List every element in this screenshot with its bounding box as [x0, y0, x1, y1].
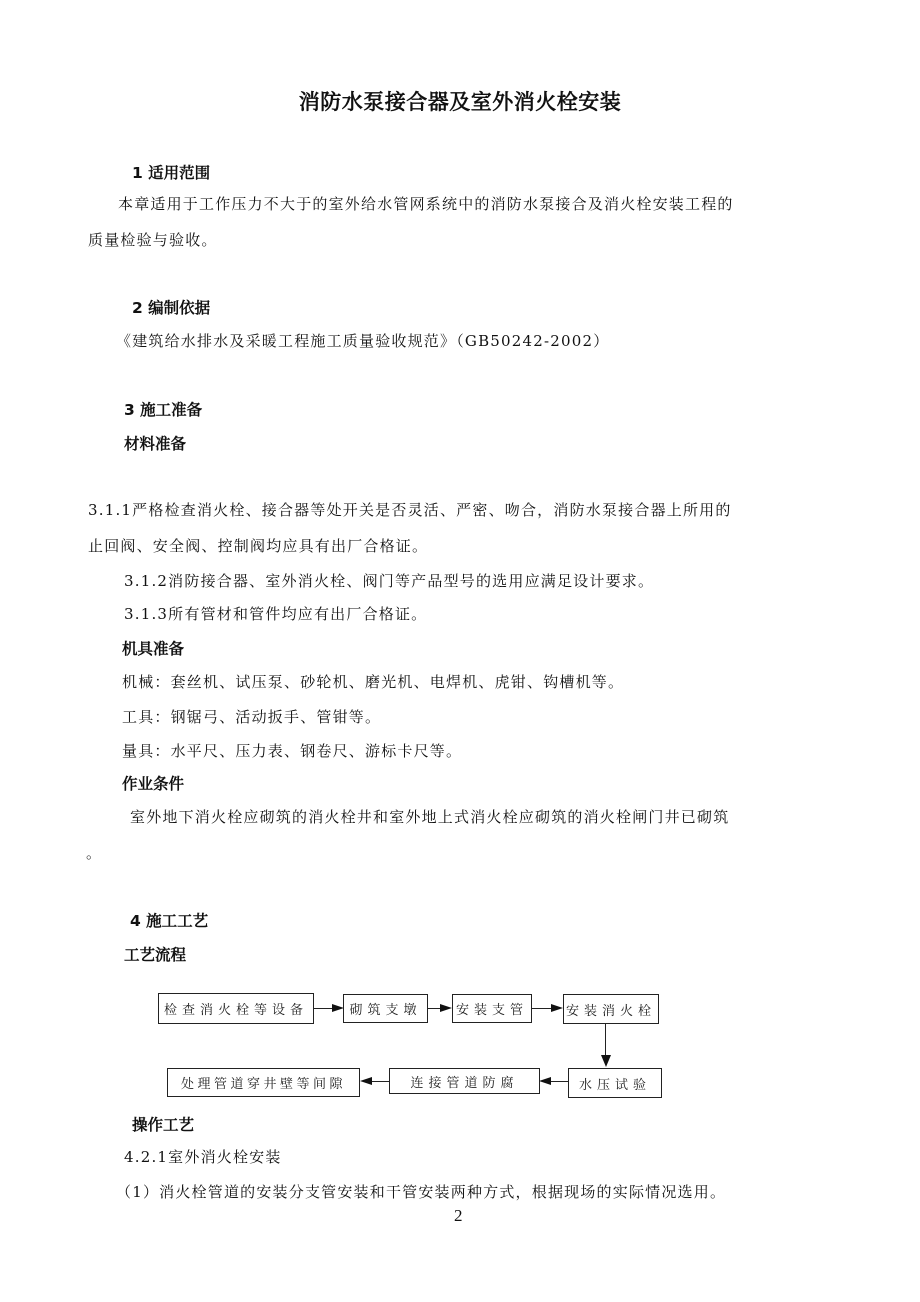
reference-standard: 《建筑给水排水及采暖工程施工质量验收规范》（GB50242-2002）	[116, 332, 610, 350]
flow-step-seal-wall-gaps	[167, 1068, 360, 1097]
flow-step-label: 处理管道穿井壁等间隙	[180, 1077, 346, 1092]
conditions-paragraph-line-1: 室外地下消火栓应砌筑的消火栓井和室外地上式消火栓应砌筑的消火栓闸门井已砌筑	[130, 808, 730, 826]
tools-hand-tools: 工具：钢锯弓、活动扳手、管钳等。	[122, 708, 382, 726]
flow-connector	[550, 1081, 568, 1082]
section-3-heading: 3 施工准备	[124, 401, 203, 419]
tools-heading: 机具准备	[122, 640, 185, 658]
flow-step-install-hydrant	[563, 994, 659, 1024]
page-number: 2	[454, 1206, 463, 1225]
flow-step-pressure-test	[568, 1068, 662, 1098]
arrow-right-icon	[440, 1004, 452, 1012]
arrow-left-icon	[360, 1077, 372, 1085]
material-item-3: 3.1.3所有管材和管件均应有出厂合格证。	[124, 605, 428, 623]
flow-step-inspect-equipment	[158, 993, 314, 1024]
section-1-heading: 1 适用范围	[132, 164, 211, 182]
flow-step-label: 安装支管	[455, 1003, 528, 1018]
flow-step-connect-anticorrosion	[389, 1068, 540, 1094]
materials-heading: 材料准备	[124, 435, 187, 453]
operation-item-1: （1）消火栓管道的安装分支管安装和干管安装两种方式，根据现场的实际情况选用。	[116, 1183, 727, 1201]
flow-connector	[605, 1024, 606, 1056]
material-item-2: 3.1.2消防接合器、室外消火栓、阀门等产品型号的选用应满足设计要求。	[124, 572, 655, 590]
flow-step-label: 水压试验	[578, 1077, 651, 1093]
arrow-right-icon	[551, 1004, 563, 1012]
operation-heading: 操作工艺	[132, 1116, 195, 1134]
section-2-heading: 2 编制依据	[132, 299, 211, 317]
flow-connector	[314, 1008, 334, 1009]
tools-machinery: 机械：套丝机、试压泵、砂轮机、磨光机、电焊机、虎钳、钩槽机等。	[122, 673, 625, 691]
conditions-paragraph-line-2: 。	[86, 844, 103, 862]
arrow-left-icon	[539, 1077, 551, 1085]
flow-step-label: 连接管道防腐	[410, 1075, 519, 1091]
flow-connector	[371, 1081, 389, 1082]
operation-subheading: 4.2.1室外消火栓安装	[124, 1148, 282, 1166]
section-1-paragraph-line-1: 本章适用于工作压力不大于的室外给水管网系统中的消防水泵接合及消火栓安装工程的	[118, 195, 734, 213]
material-item-1-line-2: 止回阀、安全阀、控制阀均应具有出厂合格证。	[88, 537, 429, 555]
flow-step-label: 安装消火栓	[565, 1003, 656, 1019]
tools-measuring: 量具：水平尺、压力表、钢卷尺、游标卡尺等。	[122, 742, 463, 760]
flow-step-label: 砌筑支墩	[349, 1003, 422, 1018]
document-title: 消防水泵接合器及室外消火栓安装	[298, 90, 622, 114]
process-flow-heading: 工艺流程	[124, 946, 187, 964]
flow-step-label: 检查消火栓等设备	[163, 1003, 308, 1018]
section-1-paragraph-line-2: 质量检验与验收。	[88, 231, 218, 249]
section-4-heading: 4 施工工艺	[130, 912, 209, 930]
conditions-heading: 作业条件	[122, 775, 185, 793]
flow-step-build-pier	[343, 994, 428, 1023]
flow-connector	[532, 1008, 552, 1009]
material-item-1-line-1: 3.1.1严格检查消火栓、接合器等处开关是否灵活、严密、吻合，消防水泵接合器上所用的	[88, 501, 732, 519]
flow-step-install-branch-pipe	[452, 994, 532, 1023]
arrow-down-icon	[601, 1055, 611, 1067]
